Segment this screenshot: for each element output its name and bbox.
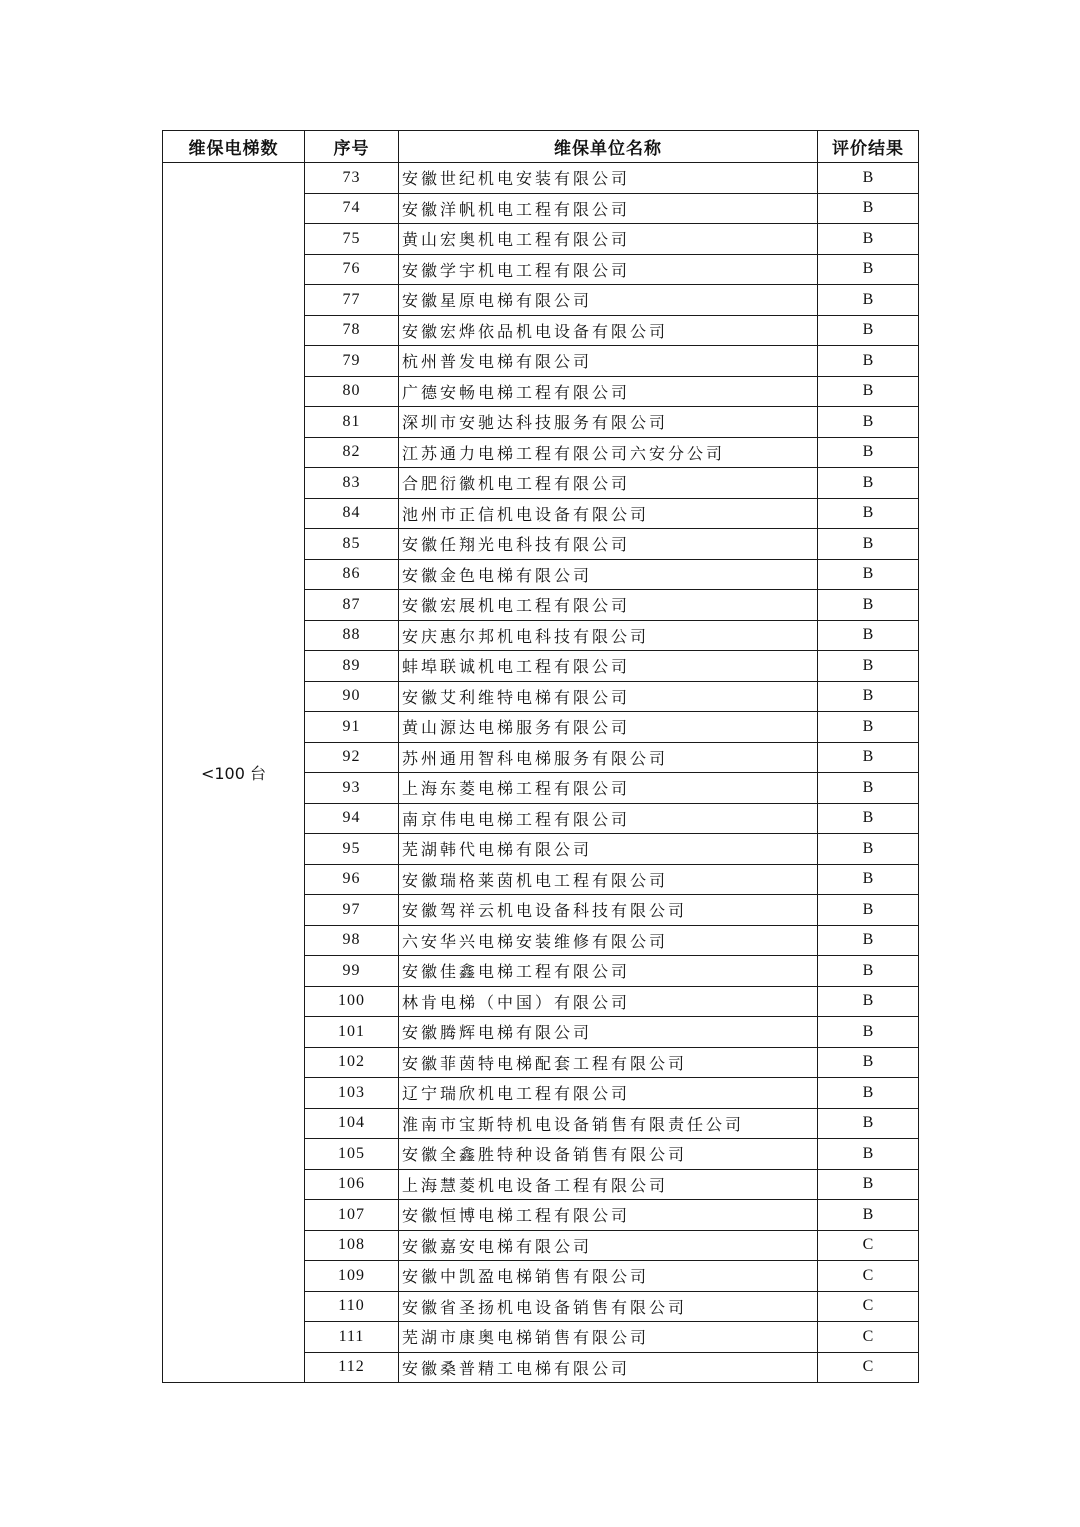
sequence-cell: 105 [305,1139,399,1170]
evaluation-result-cell: B [818,529,919,560]
sequence-cell: 95 [305,834,399,865]
sequence-cell: 102 [305,1047,399,1078]
unit-name-cell: 安徽宏展机电工程有限公司 [399,590,818,621]
unit-name-cell: 合肥衍徽机电工程有限公司 [399,468,818,499]
unit-name-cell: 淮南市宝斯特机电设备销售有限责任公司 [399,1108,818,1139]
evaluation-result-cell: B [818,895,919,926]
evaluation-result-cell: B [818,498,919,529]
table-body [163,163,919,1383]
evaluation-result-cell: C [818,1322,919,1353]
unit-name-cell: 池州市正信机电设备有限公司 [399,498,818,529]
unit-name-cell: 安徽驾祥云机电设备科技有限公司 [399,895,818,926]
evaluation-result-cell: B [818,590,919,621]
unit-name-cell: 安徽嘉安电梯有限公司 [399,1230,818,1261]
unit-name-cell: 辽宁瑞欣机电工程有限公司 [399,1078,818,1109]
sequence-cell: 110 [305,1291,399,1322]
sequence-cell: 89 [305,651,399,682]
unit-name-cell: 黄山宏奥机电工程有限公司 [399,224,818,255]
evaluation-result-cell: C [818,1291,919,1322]
sequence-cell: 99 [305,956,399,987]
sequence-cell: 86 [305,559,399,590]
unit-name-cell: 安徽桑普精工电梯有限公司 [399,1352,818,1383]
sequence-cell: 96 [305,864,399,895]
unit-name-cell: 安徽宏烨依品机电设备有限公司 [399,315,818,346]
unit-name-cell: 安徽学宇机电工程有限公司 [399,254,818,285]
evaluation-result-cell: B [818,346,919,377]
unit-name-cell: 芜湖市康奥电梯销售有限公司 [399,1322,818,1353]
sequence-cell: 79 [305,346,399,377]
unit-name-cell: 安徽世纪机电安装有限公司 [399,163,818,194]
evaluation-result-cell: B [818,468,919,499]
unit-name-cell: 林肯电梯（中国）有限公司 [399,986,818,1017]
sequence-cell: 77 [305,285,399,316]
sequence-cell: 111 [305,1322,399,1353]
sequence-cell: 84 [305,498,399,529]
unit-name-cell: 安徽省圣扬机电设备销售有限公司 [399,1291,818,1322]
sequence-cell: 83 [305,468,399,499]
evaluation-result-cell: B [818,1078,919,1109]
sequence-cell: 103 [305,1078,399,1109]
evaluation-result-cell: B [818,254,919,285]
sequence-cell: 85 [305,529,399,560]
evaluation-result-cell: C [818,1352,919,1383]
evaluation-result-cell: B [818,712,919,743]
sequence-cell: 78 [305,315,399,346]
evaluation-result-cell: B [818,285,919,316]
unit-name-cell: 江苏通力电梯工程有限公司六安分公司 [399,437,818,468]
unit-name-cell: 深圳市安驰达科技服务有限公司 [399,407,818,438]
sequence-cell: 91 [305,712,399,743]
sequence-cell: 87 [305,590,399,621]
elevator-count-group-cell: <100 台 [163,163,305,1383]
sequence-cell: 81 [305,407,399,438]
header-evaluation-result: 评价结果 [818,131,919,163]
evaluation-result-cell: B [818,1108,919,1139]
table-row [163,163,919,194]
evaluation-result-cell: B [818,437,919,468]
sequence-cell: 82 [305,437,399,468]
evaluation-result-cell: B [818,1017,919,1048]
evaluation-result-cell: B [818,773,919,804]
sequence-cell: 73 [305,163,399,194]
evaluation-result-cell: B [818,1139,919,1170]
table-header-row [163,131,919,163]
unit-name-cell: 上海东菱电梯工程有限公司 [399,773,818,804]
sequence-cell: 74 [305,193,399,224]
sequence-cell: 98 [305,925,399,956]
unit-name-cell: 安徽腾辉电梯有限公司 [399,1017,818,1048]
evaluation-result-cell: B [818,742,919,773]
sequence-cell: 107 [305,1200,399,1231]
sequence-cell: 76 [305,254,399,285]
evaluation-result-cell: B [818,925,919,956]
unit-name-cell: 安徽洋帆机电工程有限公司 [399,193,818,224]
evaluation-result-cell: B [818,803,919,834]
evaluation-result-cell: B [818,1047,919,1078]
evaluation-result-cell: B [818,651,919,682]
unit-name-cell: 杭州普发电梯有限公司 [399,346,818,377]
unit-name-cell: 安徽金色电梯有限公司 [399,559,818,590]
unit-name-cell: 安徽星原电梯有限公司 [399,285,818,316]
unit-name-cell: 安徽中凯盈电梯销售有限公司 [399,1261,818,1292]
header-sequence: 序号 [305,131,399,163]
unit-name-cell: 安徽任翔光电科技有限公司 [399,529,818,560]
sequence-cell: 90 [305,681,399,712]
unit-name-cell: 安徽瑞格莱茵机电工程有限公司 [399,864,818,895]
evaluation-result-cell: B [818,376,919,407]
sequence-cell: 88 [305,620,399,651]
evaluation-result-cell: B [818,986,919,1017]
evaluation-result-cell: B [818,193,919,224]
unit-name-cell: 上海慧菱机电设备工程有限公司 [399,1169,818,1200]
evaluation-result-cell: C [818,1230,919,1261]
evaluation-result-cell: B [818,864,919,895]
sequence-cell: 92 [305,742,399,773]
header-elevator-count: 维保电梯数 [163,131,305,163]
header-unit-name: 维保单位名称 [399,131,818,163]
sequence-cell: 97 [305,895,399,926]
sequence-cell: 80 [305,376,399,407]
sequence-cell: 104 [305,1108,399,1139]
unit-name-cell: 苏州通用智科电梯服务有限公司 [399,742,818,773]
sequence-cell: 109 [305,1261,399,1292]
evaluation-result-cell: B [818,1169,919,1200]
evaluation-result-cell: B [818,315,919,346]
unit-name-cell: 黄山源达电梯服务有限公司 [399,712,818,743]
sequence-cell: 93 [305,773,399,804]
unit-name-cell: 蚌埠联诚机电工程有限公司 [399,651,818,682]
sequence-cell: 112 [305,1352,399,1383]
evaluation-result-cell: B [818,224,919,255]
unit-name-cell: 六安华兴电梯安装维修有限公司 [399,925,818,956]
unit-name-cell: 安庆惠尔邦机电科技有限公司 [399,620,818,651]
unit-name-cell: 安徽恒博电梯工程有限公司 [399,1200,818,1231]
sequence-cell: 108 [305,1230,399,1261]
evaluation-result-cell: C [818,1261,919,1292]
evaluation-result-cell: B [818,559,919,590]
evaluation-result-cell: B [818,407,919,438]
sequence-cell: 100 [305,986,399,1017]
sequence-cell: 101 [305,1017,399,1048]
unit-name-cell: 南京伟电电梯工程有限公司 [399,803,818,834]
unit-name-cell: 安徽菲茵特电梯配套工程有限公司 [399,1047,818,1078]
sequence-cell: 75 [305,224,399,255]
sequence-cell: 94 [305,803,399,834]
unit-name-cell: 芜湖韩代电梯有限公司 [399,834,818,865]
evaluation-result-cell: B [818,834,919,865]
unit-name-cell: 安徽艾利维特电梯有限公司 [399,681,818,712]
evaluation-table [162,130,919,1383]
sequence-cell: 106 [305,1169,399,1200]
evaluation-result-cell: B [818,1200,919,1231]
unit-name-cell: 安徽佳鑫电梯工程有限公司 [399,956,818,987]
evaluation-result-cell: B [818,620,919,651]
unit-name-cell: 广德安畅电梯工程有限公司 [399,376,818,407]
evaluation-result-cell: B [818,163,919,194]
unit-name-cell: 安徽全鑫胜特种设备销售有限公司 [399,1139,818,1170]
evaluation-result-cell: B [818,956,919,987]
evaluation-result-cell: B [818,681,919,712]
